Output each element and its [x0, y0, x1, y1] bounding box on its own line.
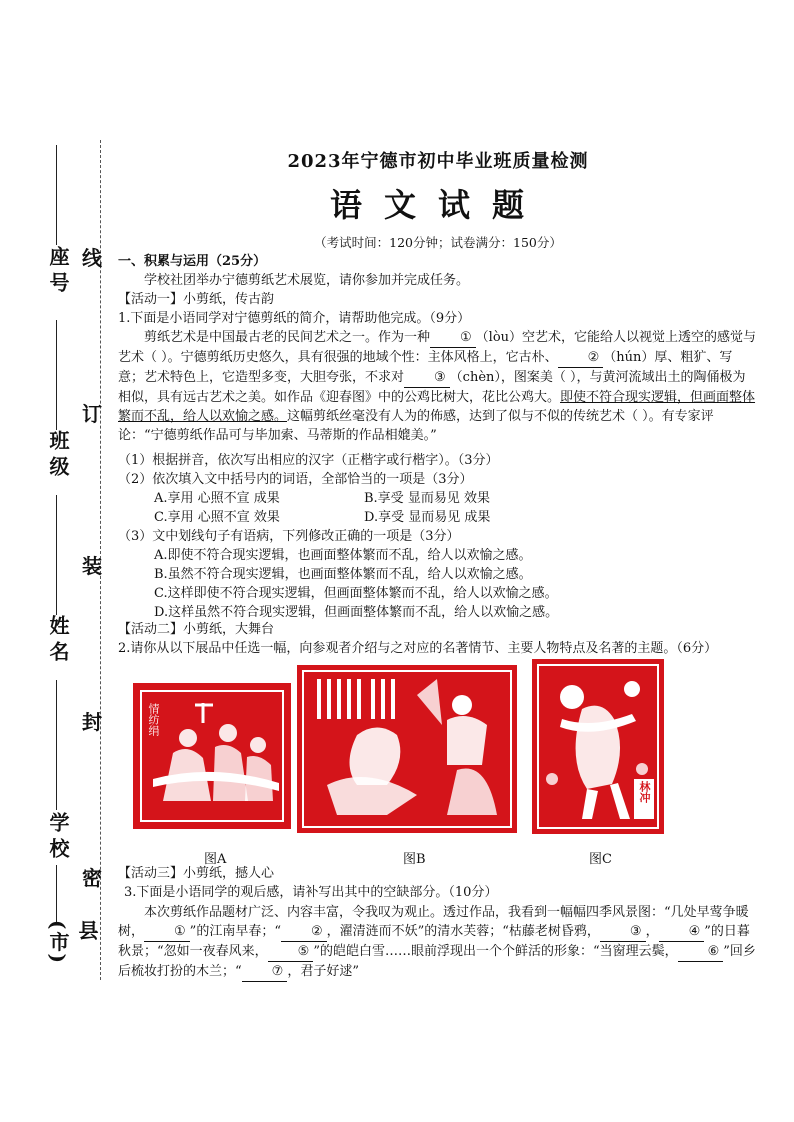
q1-sub2-option-d[interactable]: D.享受 显而易见 成果 — [364, 510, 491, 525]
seal-char-mi: 密 — [82, 866, 102, 890]
q1-sub2-option-b[interactable]: B.享受 显而易见 效果 — [364, 491, 490, 506]
class-label: 班级 — [46, 430, 70, 482]
seat-label: 座号 — [46, 246, 70, 298]
exam-title-line2: 语文试题 — [329, 186, 546, 224]
exam-title-line1: 2023年宁德市初中毕业班质量检测 — [287, 151, 589, 172]
class-blank[interactable] — [56, 320, 57, 430]
q1-blank-2[interactable]: ② — [558, 348, 604, 368]
q1-sub2: （2）依次填入文中括号内的词语，全部恰当的一项是（3分） — [118, 472, 473, 487]
seal-char-ding: 订 — [82, 402, 102, 426]
q1-sub2-option-a[interactable]: A.享用 心照不宣 成果 — [154, 491, 280, 506]
q3-blank-6[interactable]: ⑥ — [678, 942, 724, 962]
q1-sub3-option-d[interactable]: D.这样虽然不符合现实逻辑，但画面整体繁而不乱，给人以欢愉之感。 — [154, 605, 559, 620]
papercut-c-art — [532, 659, 664, 834]
q2-stem: 2.请你从以下展品中任选一幅，向参观者介绍与之对应的名著情节、主要人物特点及名著的主题。（6分） — [118, 641, 718, 656]
section1-intro: 学校社团举办宁德剪纸艺术展览，请你参加并完成任务。 — [144, 273, 470, 288]
activity3-heading: 【活动三】小剪纸，撼人心 — [118, 866, 275, 881]
q3-stem: 3.下面是小语同学的观后感，请补写出其中的空缺部分。（10分） — [124, 885, 498, 900]
county-label: 县(市) — [46, 920, 99, 965]
q3-part-1: 本次剪纸作品题材广泛、内容丰富，令我叹为观止。透过作品，我看到一幅幅四季风景图：“几处早莺争暖树， — [118, 905, 749, 939]
papercut-b-art — [297, 665, 517, 833]
q1-passage — [118, 328, 758, 445]
q3-part-2: ”的江南早春；“ — [189, 924, 281, 939]
school-blank[interactable] — [56, 680, 57, 810]
seal-char-zhuang: 装 — [82, 554, 102, 578]
q3-blank-3[interactable]: ③ — [600, 922, 646, 942]
q1-blank-1[interactable]: ① — [430, 328, 476, 348]
q3-blank-2[interactable]: ② — [281, 922, 327, 942]
q1-sub3-option-c[interactable]: C.这样即使不符合现实逻辑，但画面整体繁而不乱，给人以欢愉之感。 — [154, 586, 558, 601]
county-blank[interactable] — [56, 865, 57, 925]
name-label: 姓名 — [46, 615, 70, 667]
activity2-heading: 【活动二】小剪纸，大舞台 — [118, 622, 275, 637]
q1-underlined-sentence: 即使不符合现实逻辑，但画面整体繁而不乱，给人以欢愉之感。 — [118, 390, 756, 424]
q1-sub3-option-b[interactable]: B.虽然不符合现实逻辑，也画面整体繁而不乱，给人以欢愉之感。 — [154, 567, 532, 582]
figure-b-caption: 图B — [403, 852, 426, 867]
papercut-figure-b — [297, 665, 517, 833]
papercut-figure-a — [133, 683, 291, 829]
q3-blank-7[interactable]: ⑦ — [242, 962, 288, 982]
q3-blank-4[interactable]: ④ — [659, 922, 705, 942]
q1-passage-c: （hún）厚、粗犷、写意；艺术特色上，它造型多变，大胆夸张，不求对 — [118, 350, 733, 385]
q3-passage — [118, 903, 758, 982]
figure-c-caption: 图C — [589, 852, 612, 867]
exam-info: （考试时间：120分钟；试卷满分：150分） — [314, 235, 562, 250]
q1-stem: 1.下面是小语同学对宁德剪纸的简介，请帮助他完成。（9分） — [118, 311, 471, 326]
q3-part-8: ，君子好逑” — [287, 964, 359, 979]
q1-blank-3[interactable]: ③ — [404, 368, 450, 388]
papercut-c-inscription: 林冲 — [638, 781, 651, 803]
q3-blank-5[interactable]: ⑤ — [268, 942, 314, 962]
q3-part-7: ”回乡后梳妆打扮的木兰；“ — [118, 944, 756, 979]
q3-part-5: ”的日暮秋景；“忽如一夜春风来， — [118, 924, 750, 959]
school-label: 学校 — [46, 812, 70, 864]
q3-part-6: ”的皑皑白雪……眼前浮现出一个个鲜活的形象：“当窗理云鬓， — [313, 944, 678, 959]
section1-heading: 一、积累与运用（25分） — [118, 254, 267, 269]
figure-a-caption: 图A — [204, 852, 227, 867]
seal-char-feng: 封 — [82, 710, 102, 734]
activity1-heading: 【活动一】小剪纸，传古韵 — [118, 292, 275, 307]
q1-passage-e: 这幅剪纸丝毫没有人为的佈感，达到了似与不似的传统艺术（ ）。有专家评论：“宁德剪纸作品可与毕加索、马蒂斯的作品相媲美。” — [118, 409, 714, 443]
q1-passage-a: 剪纸艺术是中国最古老的民间艺术之一。作为一种 — [144, 330, 431, 345]
q1-passage-b: （lòu）空艺术，它能给人以视觉上透空的感觉与艺术（ ）。宁德剪纸历史悠久，具有很强的地域个性：主体风格上，它古朴、 — [118, 330, 757, 365]
q1-passage-d: （chèn），图案美（ ），与黄河流域出土的陶俑极为相似，具有远古艺术之美。如作品《迎春图》中的公鸡比树大，花比公鸡大。 — [118, 370, 746, 405]
papercut-figure-c — [532, 659, 664, 834]
q1-sub3: （3）文中划线句子有语病，下列修改正确的一项是（3分） — [118, 529, 460, 544]
q3-blank-1[interactable]: ① — [144, 922, 190, 942]
q1-sub1: （1）根据拼音，依次写出相应的汉字（正楷字或行楷字）。（3分） — [118, 453, 499, 468]
q1-sub2-option-c[interactable]: C.享用 心照不宣 效果 — [154, 510, 280, 525]
name-blank[interactable] — [56, 495, 57, 615]
q1-sub3-option-a[interactable]: A.即使不符合现实逻辑，也画面整体繁而不乱，给人以欢愉之感。 — [154, 548, 532, 563]
q3-part-3: ，濯清涟而不妖”的清水芙蓉；“枯藤老树昏鸦， — [326, 924, 600, 939]
seal-char-xian: 线 — [82, 246, 102, 270]
papercut-a-inscription: 情纺绢 — [147, 703, 160, 736]
seat-blank[interactable] — [56, 145, 57, 245]
q3-part-4: ， — [645, 924, 659, 939]
